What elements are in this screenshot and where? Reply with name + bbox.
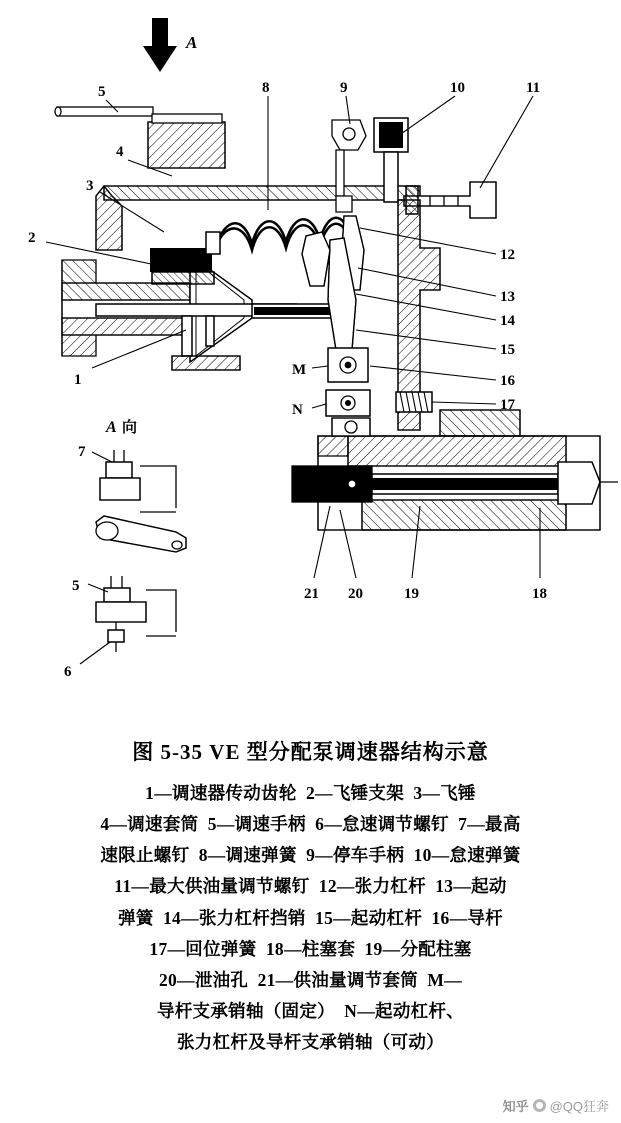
caption-line-9: 张力杠杆及导杆支承销轴（可动） xyxy=(177,1032,444,1053)
watermark xyxy=(503,1096,609,1115)
view-label-a-direction-cn: 向 xyxy=(122,420,138,436)
callout-11: 11 xyxy=(526,80,541,96)
pivot-n xyxy=(326,390,370,416)
part-housing-right-lower xyxy=(440,410,520,436)
watermark-user: @QQ狂奔 xyxy=(549,1099,609,1114)
callout-6: 6 xyxy=(64,664,72,680)
part-start-spring xyxy=(302,232,330,286)
callout-12: 12 xyxy=(500,247,515,263)
figure-caption xyxy=(0,736,621,1058)
callout-4: 4 xyxy=(116,144,124,160)
callout-15: 15 xyxy=(500,342,515,358)
callout-19: 19 xyxy=(404,586,419,602)
callout-17: 17 xyxy=(500,397,515,413)
callout-16: 16 xyxy=(500,373,515,389)
callout-n: N xyxy=(292,402,303,418)
callout-13: 13 xyxy=(500,289,515,305)
view-label-a-direction: A xyxy=(106,419,117,436)
avatar-icon xyxy=(533,1099,546,1112)
caption-line-5: 弹簧 14—张力杠杆挡销 15—起动杠杆 16—导杆 xyxy=(118,907,503,928)
callout-m: M xyxy=(292,362,307,378)
callout-10: 10 xyxy=(450,80,465,96)
callout-2: 2 xyxy=(28,230,36,246)
caption-line-6: 17—回位弹簧 18—柱塞套 19—分配柱塞 xyxy=(149,938,472,959)
callout-1: 1 xyxy=(74,372,82,388)
callout-5: 5 xyxy=(98,84,106,100)
part-housing-upper xyxy=(148,114,225,168)
caption-line-4: 11—最大供油量调节螺钉 12—张力杠杆 13—起动 xyxy=(114,876,507,897)
view-label-a: A xyxy=(186,33,198,52)
caption-line-2: 4—调速套筒 5—调速手柄 6—怠速调节螺钉 7—最高 xyxy=(100,814,521,835)
part-spring-anchor xyxy=(206,232,220,254)
detail-view-a xyxy=(96,450,186,652)
part-top-plate xyxy=(104,186,420,200)
zhihu-label: 知乎 xyxy=(502,1099,529,1114)
caption-line-1: 1—调速器传动齿轮 2—飞锤支架 3—飞锤 xyxy=(145,783,476,803)
figure-title: 图 5-35 VE 型分配泵调速器结构示意 xyxy=(132,740,489,764)
callout-14: 14 xyxy=(500,313,515,329)
callout-18: 18 xyxy=(532,586,547,602)
direction-arrow-a xyxy=(143,18,177,72)
caption-line-7: 20—泄油孔 21—供油量调节套筒 M— xyxy=(158,969,463,990)
callout-labels xyxy=(28,33,547,680)
part-governor-lever-shaft xyxy=(55,107,153,116)
callout-8: 8 xyxy=(262,80,270,96)
callout-5b: 5 xyxy=(72,578,80,594)
callout-9: 9 xyxy=(340,80,348,96)
callout-20: 20 xyxy=(348,586,363,602)
callout-3: 3 xyxy=(86,178,94,194)
part-return-spring xyxy=(396,392,432,412)
callout-21: 21 xyxy=(304,586,319,602)
caption-line-3: 速限止螺钉 8—调速弹簧 9—停车手柄 10—怠速弹簧 xyxy=(100,845,521,866)
caption-line-8: 导杆支承销轴（固定） N—起动杠杆、 xyxy=(156,1000,465,1021)
callout-leader-lines xyxy=(46,96,540,664)
pivot-m xyxy=(328,348,368,382)
callout-7: 7 xyxy=(78,444,86,460)
